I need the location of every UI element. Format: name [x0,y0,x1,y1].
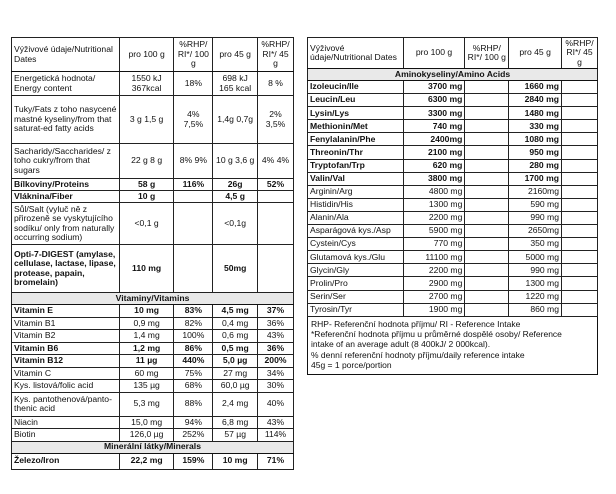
table-cell: 200% [258,355,294,368]
table-cell [465,159,509,172]
table-cell: 950 mg [509,146,562,159]
table-cell: 4,5 mg [213,305,258,318]
table-row [308,94,598,107]
table-cell: 1300 mg [403,198,465,211]
table-cell: 126,0 µg [119,429,174,442]
table-cell: 40% [258,392,294,416]
table-cell: Sacharidy/Saccharides/ z toho cukry/from that sugars [12,144,120,179]
section-title [12,441,294,453]
table-cell: 3700 mg [403,81,465,94]
table-cell [465,107,509,120]
table-row [308,133,598,146]
table-cell [562,185,598,198]
note-line: intake of an average adult (8 400kJ/ 2 000kcal). [311,339,491,350]
table-row [12,72,294,96]
table-cell: pro 100 g [119,38,174,72]
table-cell: 252% [174,429,213,442]
table-cell: 4% 7,5% [174,96,213,144]
table-cell: 5900 mg [403,225,465,238]
note-line: RHP- Referenční hodnota příjmu/ RI - Reference Intake [311,319,521,329]
table-cell: Vitamin B6 [12,342,120,355]
table-cell: 2200 mg [403,264,465,277]
table-cell: 82% [174,317,213,330]
table-cell: Výživové údaje/Nutritional Dates [12,38,120,72]
table-cell: Tryptofan/Trp [308,159,404,172]
table-cell: Alanin/Ala [308,211,404,224]
table-cell: 2650mg [509,225,562,238]
table-cell: 60 mg [119,367,174,380]
table-cell: Lysin/Lys [308,107,404,120]
table-cell: 11100 mg [403,251,465,264]
table-cell: 43% [258,330,294,343]
table-cell: Minerální látky/Minerals [12,441,294,453]
table-row [12,355,294,368]
table-cell: pro 45 g [509,38,562,69]
table-cell: 34% [258,367,294,380]
table-cell [562,277,598,290]
table-cell: Výživové údaje/Nutritional Dates [308,38,404,69]
table-cell: 2160mg [509,185,562,198]
table-cell: 5,3 mg [119,392,174,416]
table-cell: 68% [174,380,213,393]
table-cell: 4800 mg [403,185,465,198]
table-cell: Histidin/His [308,198,404,211]
note-line: *Referenční hodnota příjmu u průměrné dospělé osoby/ Reference [311,329,562,340]
table-cell: <0,1g [213,203,258,245]
table-cell: 27 mg [213,367,258,380]
table-cell: 116% [174,179,213,191]
table-cell: 1,4 mg [119,330,174,343]
table-row [12,453,294,469]
table-cell: 1900 mg [403,303,465,316]
table-cell: 10 g 3,6 g [213,144,258,179]
table-cell: 26g [213,179,258,191]
table-cell: 1,4g 0,7g [213,96,258,144]
table-cell: 5000 mg [509,251,562,264]
table-cell: Tuky/Fats z toho nasycené mastné kyseliny/from that saturat-ed fatty acids [12,96,120,144]
table-cell [562,303,598,316]
table-cell: 4,5 g [213,191,258,203]
table-cell: 1660 mg [509,81,562,94]
table-row [12,144,294,179]
table-cell [562,238,598,251]
note-line: % denní referenční hodnoty příjmu/daily reference intake [311,349,525,360]
table-cell: 1480 mg [509,107,562,120]
table-cell: 88% [174,392,213,416]
table-cell: 6300 mg [403,94,465,107]
table-cell: 698 kJ 165 kcal [213,72,258,96]
table-cell: Sůl/Salt (vyluč ně z přirozeně se vyskytujícího sodíku/ only from naturally occurring sodium) [12,203,120,245]
table-cell: 2700 mg [403,290,465,303]
table-cell: 2200 mg [403,211,465,224]
table-cell: 740 mg [403,120,465,133]
table-cell: 3 g 1,5 g [119,96,174,144]
table-cell: 30% [258,380,294,393]
table-cell [562,211,598,224]
table-cell [465,146,509,159]
table-cell [465,198,509,211]
table-cell [562,107,598,120]
table-cell: 1550 kJ 367kcal [119,72,174,96]
table-cell: 18% [174,72,213,96]
table-cell: 620 mg [403,159,465,172]
table-cell: Vláknina/Fiber [12,191,120,203]
table-cell: %RHP/ RI*/ 100 g [465,38,509,69]
table-cell: 10 g [119,191,174,203]
table-cell: 3300 mg [403,107,465,120]
table-row [12,203,294,245]
table-cell: Vitamin B2 [12,330,120,343]
table-cell: 135 µg [119,380,174,393]
table-row [308,172,598,185]
table-cell: Energetická hodnota/ Energy content [12,72,120,96]
table-cell: 2840 mg [509,94,562,107]
table-cell: Niacin [12,416,120,429]
table-cell [465,133,509,146]
table-cell: 159% [174,453,213,469]
table-cell: Opti-7-DIGEST (amylase, cellulase, lactase, lipase, protease, papain, bromelain) [12,245,120,293]
table-cell: 1220 mg [509,290,562,303]
table-cell: %RHP/ RI*/ 45 g [562,38,598,69]
nutrition-table-left [11,37,294,470]
table-cell: 0,6 mg [213,330,258,343]
table-cell: Vitaminy/Vitamins [12,293,294,305]
table-row [12,429,294,442]
table-cell: 15,0 mg [119,416,174,429]
table-row [12,342,294,355]
table-cell: Valin/Val [308,172,404,185]
table-cell: 36% [258,342,294,355]
table-cell: 75% [174,367,213,380]
table-cell: 2400mg [403,133,465,146]
table-cell: 6,8 mg [213,416,258,429]
table-cell [465,277,509,290]
table-cell: 2100 mg [403,146,465,159]
table-cell: 590 mg [509,198,562,211]
table-cell [258,191,294,203]
table-row [308,38,598,69]
table-cell: Biotin [12,429,120,442]
table-cell [562,198,598,211]
table-cell: 8% 9% [174,144,213,179]
table-cell [562,172,598,185]
table-cell [465,238,509,251]
table-cell: 71% [258,453,294,469]
table-row [308,107,598,120]
table-cell: 11 µg [119,355,174,368]
table-cell: Bílkoviny/Proteins [12,179,120,191]
table-cell [465,94,509,107]
section-title [12,293,294,305]
table-cell [465,120,509,133]
table-cell: 350 mg [509,238,562,251]
table-row [12,305,294,318]
table-cell: 2% 3,5% [258,96,294,144]
table-row [12,367,294,380]
table-cell: 860 mg [509,303,562,316]
table-cell: 990 mg [509,264,562,277]
table-cell: 990 mg [509,211,562,224]
table-row [308,303,598,316]
table-cell: 57 µg [213,429,258,442]
amino-acids-table [307,37,598,317]
table-cell [465,303,509,316]
table-cell: 22,2 mg [119,453,174,469]
table-cell: Kys. listová/folic acid [12,380,120,393]
table-cell: pro 100 g [403,38,465,69]
table-cell: 3800 mg [403,172,465,185]
table-cell: Glycin/Gly [308,264,404,277]
table-cell [465,225,509,238]
table-cell: 8 % [258,72,294,96]
table-row [12,179,294,191]
table-cell [562,81,598,94]
table-cell [258,245,294,293]
table-cell: 10 mg [119,305,174,318]
table-cell [465,81,509,94]
table-cell [562,225,598,238]
table-cell: 2,4 mg [213,392,258,416]
table-row [308,251,598,264]
table-cell: Cystein/Cys [308,238,404,251]
table-row [12,191,294,203]
table-cell [465,172,509,185]
table-cell: 83% [174,305,213,318]
table-row [308,211,598,224]
table-cell: Fenylalanin/Phe [308,133,404,146]
table-row [12,416,294,429]
table-cell: Asparágová kys./Asp [308,225,404,238]
table-cell: 4% 4% [258,144,294,179]
table-row [308,81,598,94]
table-cell: 100% [174,330,213,343]
table-cell: 110 mg [119,245,174,293]
table-cell: Železo/Iron [12,453,120,469]
table-row [12,317,294,330]
table-row [12,330,294,343]
note-line: 45g = 1 porce/portion [311,359,392,370]
table-cell: 10 mg [213,453,258,469]
table-cell: Vitamin B12 [12,355,120,368]
table-cell: Leucin/Leu [308,94,404,107]
table-cell: 60,0 µg [213,380,258,393]
table-row [12,38,294,72]
table-cell: 94% [174,416,213,429]
table-cell: 1,2 mg [119,342,174,355]
table-cell: 1700 mg [509,172,562,185]
table-cell [465,290,509,303]
table-cell: Aminokyseliny/Amino Acids [308,69,598,81]
table-cell: Serin/Ser [308,290,404,303]
table-cell [562,264,598,277]
table-cell: Kys. pantothenová/panto-thenic acid [12,392,120,416]
table-cell: Prolin/Pro [308,277,404,290]
table-cell: 330 mg [509,120,562,133]
table-cell: Tyrosin/Tyr [308,303,404,316]
table-cell: 0,4 mg [213,317,258,330]
table-cell: 2900 mg [403,277,465,290]
table-cell [562,120,598,133]
table-cell: 0,5 mg [213,342,258,355]
table-cell: pro 45 g [213,38,258,72]
table-cell [562,251,598,264]
table-cell [258,203,294,245]
table-row [308,159,598,172]
table-cell: 86% [174,342,213,355]
table-cell [562,94,598,107]
table-cell: Methionin/Met [308,120,404,133]
table-row [308,185,598,198]
table-cell: 36% [258,317,294,330]
table-cell: Izoleucin/Ile [308,81,404,94]
table-cell: 770 mg [403,238,465,251]
table-cell [562,159,598,172]
table-cell [174,191,213,203]
section-title [308,69,598,81]
table-cell: 22 g 8 g [119,144,174,179]
table-cell: 440% [174,355,213,368]
table-cell: 5,0 µg [213,355,258,368]
table-cell [174,203,213,245]
table-cell [174,245,213,293]
table-cell: <0,1 g [119,203,174,245]
table-cell: Vitamin E [12,305,120,318]
table-cell: Glutamová kys./Glu [308,251,404,264]
table-cell [562,133,598,146]
table-cell: 43% [258,416,294,429]
table-cell: 0,9 mg [119,317,174,330]
table-row [12,392,294,416]
table-row [308,198,598,211]
table-row [308,277,598,290]
table-cell: Arginin/Arg [308,185,404,198]
reference-notes [307,317,598,375]
table-cell [562,290,598,303]
table-cell: 114% [258,429,294,442]
table-cell: 37% [258,305,294,318]
table-row [308,238,598,251]
table-cell: Vitamin B1 [12,317,120,330]
table-row [308,225,598,238]
table-row [12,96,294,144]
table-cell: %RHP/ RI*/ 45 g [258,38,294,72]
table-row [308,146,598,159]
table-cell [465,251,509,264]
table-cell: 1300 mg [509,277,562,290]
table-row [12,380,294,393]
table-cell [465,211,509,224]
table-cell [465,264,509,277]
table-cell: Threonin/Thr [308,146,404,159]
table-row [308,264,598,277]
table-cell: Vitamin C [12,367,120,380]
table-row [308,290,598,303]
table-cell: 58 g [119,179,174,191]
table-cell [562,146,598,159]
table-row [308,120,598,133]
table-cell: 280 mg [509,159,562,172]
table-cell: %RHP/ RI*/ 100 g [174,38,213,72]
table-row [12,245,294,293]
table-cell: 50mg [213,245,258,293]
table-cell [465,185,509,198]
table-cell: 52% [258,179,294,191]
table-cell: 1080 mg [509,133,562,146]
